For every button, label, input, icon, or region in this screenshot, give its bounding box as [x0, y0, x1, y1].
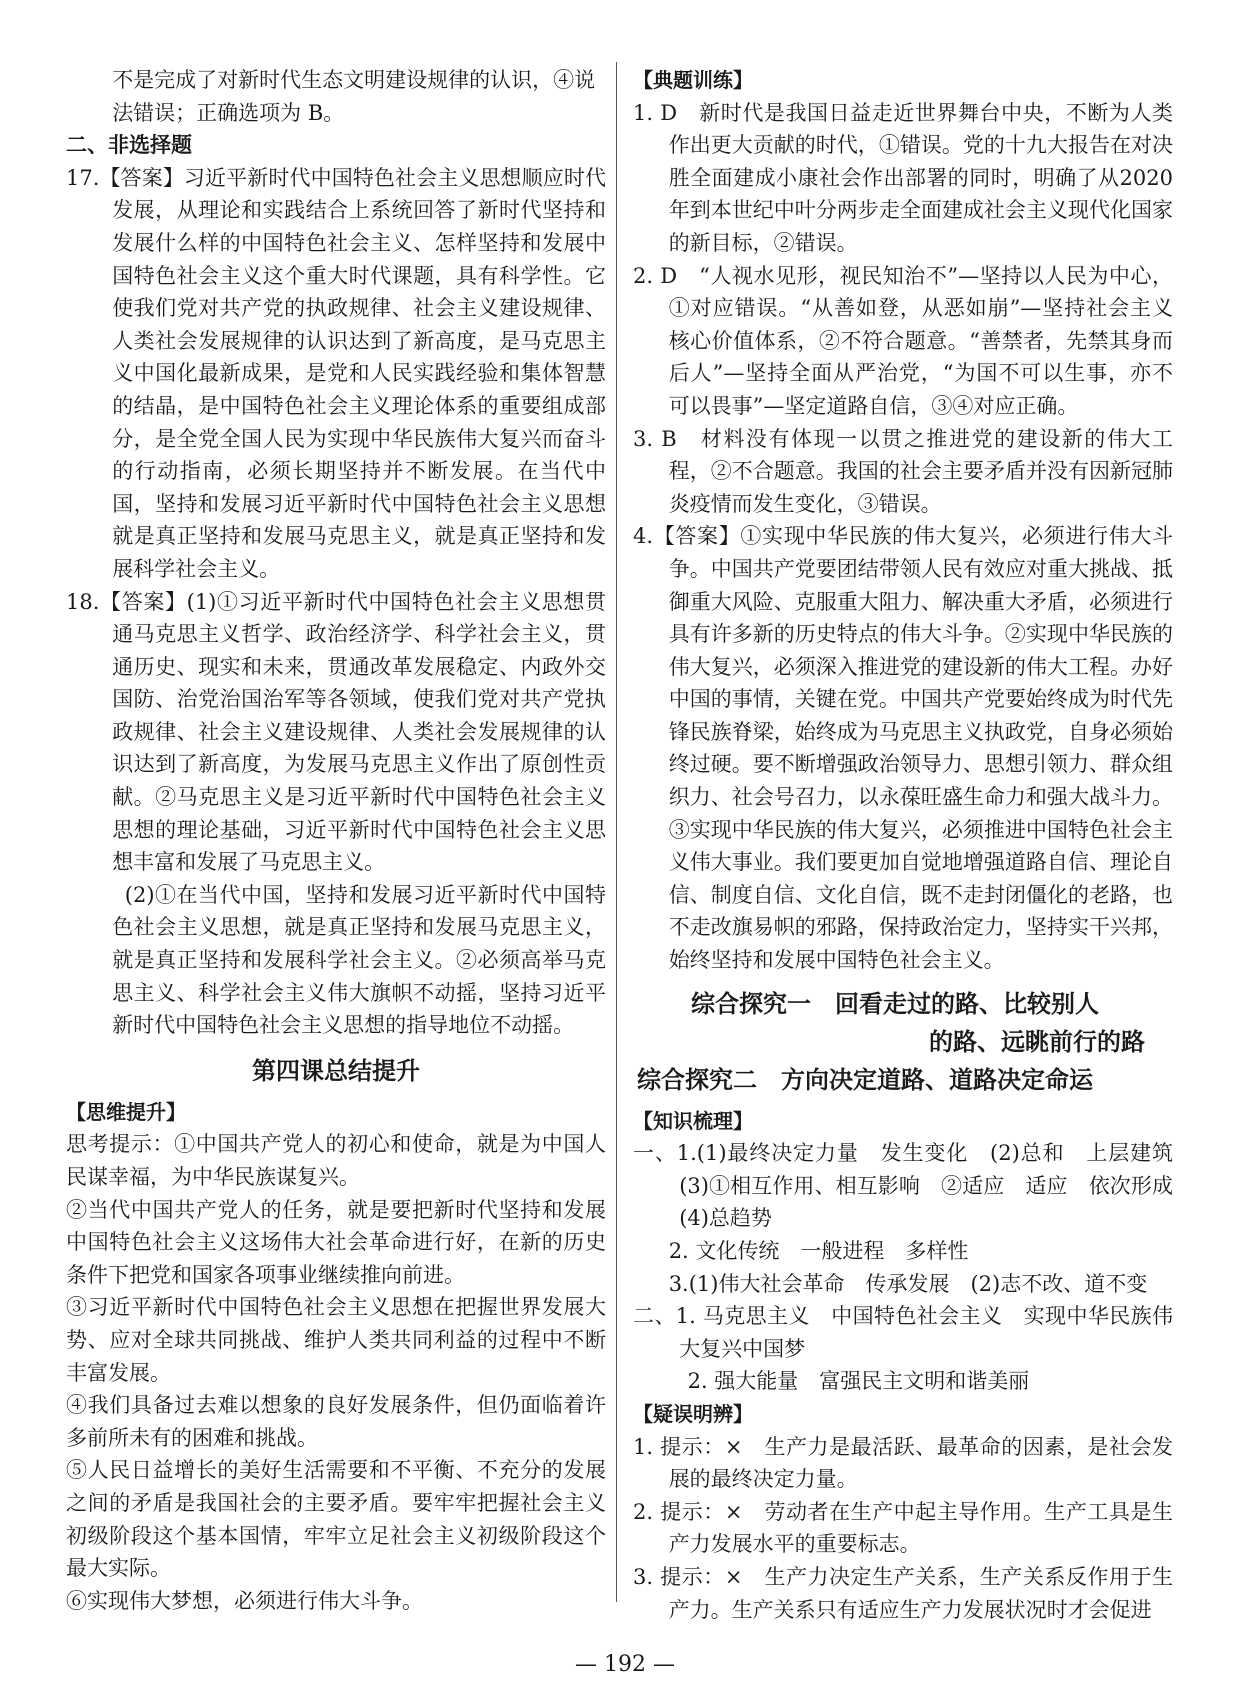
page-number: — 192 — — [575, 1652, 675, 1677]
inquiry-title-2: 综合探究二 方向决定道路、道路决定命运 — [637, 1065, 1093, 1094]
thinking-item: ④我们具备过去难以想象的良好发展条件，但仍面临着许多前所未有的困难和挑战。 — [66, 1393, 606, 1450]
thinking-item: 思考提示：①中国共产党人的初心和使命，就是为中国人民谋幸福，为中华民族谋复兴。 — [66, 1132, 606, 1189]
training-answer-2: 2. D “人视水见形，视民知治不”—坚持以人民为中心，①对应错误。“从善如登，从恶如崩”—坚持社会主义核心价值体系，②不符合题意。“善禁者，先禁其身而后人”—坚持全面从严治党，“为国不可以生事，亦不可以畏事”—坚定道路自信，③④对应正确。 — [633, 263, 1173, 418]
box-label-knowledge: 【知识梳理】 — [633, 1108, 753, 1133]
knowledge-item: 3.(1)伟大社会革命 传承发展 (2)志不改、道不变 — [668, 1271, 1148, 1296]
answer-17: 17.【答案】习近平新时代中国特色社会主义思想顺应时代发展，从理论和实践结合上系统回答了新时代坚持和发展什么样的中国特色社会主义、怎样坚持和发展中国特色社会主义这个重大时代课题，具有科学性。它使我们党对共产党的执政规律、社会主义建设规律、人类社会发展规律的认识达到了新高度，是马克思主义中国化最新成果，是党和人民实践经验和集体智慧的结晶，是中国特色社会主义理论体系的重要组成部分，是全党全国人民为实现中华民族伟大复兴而奋斗的行动指南，必须长期坚持并不断发展。在当代中国，坚持和发展习近平新时代中国特色社会主义思想就是真正坚持和发展马克思主义，就是真正坚持和发展科学社会主义。 — [66, 165, 606, 581]
right-column — [633, 64, 1194, 1626]
answer-18-part2: (2)①在当代中国，坚持和发展习近平新时代中国特色社会主义思想，就是真正坚持和发展马克思主义，就是真正坚持和发展科学社会主义。②必须高举马克思主义、科学社会主义伟大旗帜不动摇，坚持习近平新时代中国特色社会主义思想的指导地位不动摇。 — [112, 882, 606, 1038]
inquiry-title-1: 综合探究一 回看走过的路、比较别人 — [691, 989, 1099, 1018]
section-heading: 二、非选择题 — [66, 133, 192, 158]
thinking-item: ③习近平新时代中国特色社会主义思想在把握世界发展大势、应对全球共同挑战、维护人类共同利益的过程中不断丰富发展。 — [66, 1295, 606, 1385]
answer-18-part1: 18.【答案】(1)①习近平新时代中国特色社会主义思想贯通马克思主义哲学、政治经济学、科学社会主义，贯通历史、现实和未来，贯通改革发展稳定、内政外交国防、治党治国治军等各领域，使我们党对共产党执政规律、社会主义建设规律、人类社会发展规律的认识达到了新高度，为发展马克思主义作出了原创性贡献。②马克思主义是习近平新时代中国特色社会主义思想的理论基础，习近平新时代中国特色社会主义思想丰富和发展了马克思主义。 — [66, 589, 606, 875]
training-answer-1: 1. D 新时代是我国日益走近世界舞台中央，不断为人类作出更大贡献的时代，①错误。党的十九大报告在对决胜全面建成小康社会作出部署的同时，明确了从2020年到本世纪中叶分两步走全面建成社会主义现代化国家的新目标，②错误。 — [633, 100, 1173, 255]
thinking-item: ②当代中国共产党人的任务，就是要把新时代坚持和发展中国特色社会主义这场伟大社会革命进行好，在新的历史条件下把党和国家各项事业继续推向前进。 — [66, 1197, 606, 1287]
error-item: 2. 提示：× 劳动者在生产中起主导作用。生产工具是生产力发展水平的重要标志。 — [633, 1499, 1173, 1557]
left-column — [66, 64, 606, 1617]
training-answer-4: 4.【答案】①实现中华民族的伟大复兴，必须进行伟大斗争。中国共产党要团结带领人民有效应对重大挑战、抵御重大风险、克服重大阻力、解决重大矛盾，必须进行具有许多新的历史特点的伟大斗争。②实现中华民族的伟大复兴，必须深入推进党的建设新的伟大工程。办好中国的事情，关键在党。中国共产党要始终成为时代先锋民族脊梁，始终成为马克思主义执政党，自身必须始终过硬。要不断增强政治领导力、思想引领力、群众组织力、社会号召力，以永葆旺盛生命力和强大战斗力。③实现中华民族的伟大复兴，必须推进中国特色社会主义伟大事业。我们要更加自觉地增强道路自信、理论自信、制度自信、文化自信，既不走封闭僵化的老路，也不走改旗易帜的邪路，保持政治定力，坚持实干兴邦，始终坚持和发展中国特色社会主义。 — [633, 524, 1173, 973]
knowledge-item: 二、1. 马克思主义 中国特色社会主义 实现中华民族伟大复兴中国梦 — [633, 1304, 1173, 1361]
box-label-training: 【典题训练】 — [633, 68, 753, 92]
training-answer-3: 3. B 材料没有体现一以贯之推进党的建设新的伟大工程，②不合题意。我国的社会主要矛盾并没有因新冠肺炎疫情而发生变化，③错误。 — [633, 426, 1173, 516]
column-divider — [616, 62, 617, 1602]
inquiry-title-1-cont: 的路、远眺前行的路 — [929, 1027, 1145, 1056]
box-label-errors: 【疑误明辨】 — [633, 1401, 753, 1426]
knowledge-item: 2. 强大能量 富强民主文明和谐美丽 — [687, 1369, 1030, 1394]
knowledge-item: 一、1.(1)最终决定力量 发生变化 (2)总和 上层建筑 (3)①相互作用、相互影响 ②适应 适应 依次形成 (4)总趋势 — [633, 1141, 1194, 1231]
error-item: 1. 提示：× 生产力是最活跃、最革命的因素，是社会发展的最终决定力量。 — [633, 1434, 1173, 1492]
lesson-title: 第四课总结提升 — [252, 1056, 420, 1085]
continuation-line: 法错误；正确选项为 B。 — [112, 100, 345, 125]
box-label-thinking: 【思维提升】 — [66, 1099, 186, 1124]
thinking-item: ⑤人民日益增长的美好生活需要和不平衡、不充分的发展之间的矛盾是我国社会的主要矛盾。要牢牢把握社会主义初级阶段这个基本国情，牢牢立足社会主义初级阶段这个最大实际。 — [66, 1458, 606, 1581]
error-item: 3. 提示：× 生产力决定生产关系，生产关系反作用于生产力。生产关系只有适应生产力发展状况时才会促进 — [633, 1564, 1173, 1622]
continuation-line: 不是完成了对新时代生态文明建设规律的认识，④说 — [112, 68, 596, 92]
thinking-item: ⑥实现伟大梦想，必须进行伟大斗争。 — [66, 1588, 423, 1613]
knowledge-item: 2. 文化传统 一般进程 多样性 — [668, 1239, 969, 1263]
